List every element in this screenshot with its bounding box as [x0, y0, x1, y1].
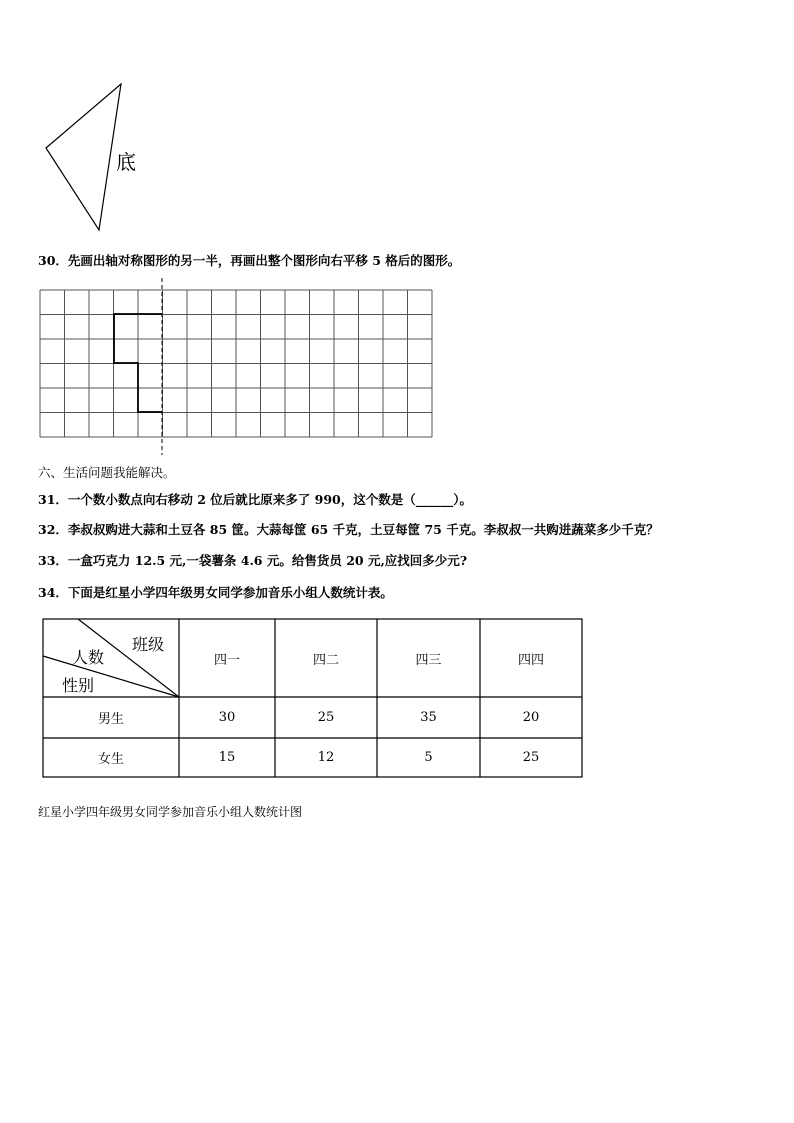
col-header: 四二 [312, 652, 339, 668]
table-cell: 25 [522, 750, 540, 765]
table-cell: 20 [522, 710, 540, 725]
table-cell: 15 [218, 750, 236, 765]
col-header: 四一 [213, 652, 240, 668]
triangle-figure [46, 84, 121, 230]
corner-class-label: 班级 [132, 635, 165, 654]
table-cell: 35 [420, 710, 437, 725]
question-33: 33．一盒巧克力 12.5 元,一袋薯条 4.6 元。给售货员 20 元,应找回多少元? [38, 553, 468, 568]
square-grid [40, 290, 432, 437]
row-label: 女生 [97, 752, 124, 767]
question-31: 31．一个数小数点向右移动 2 位后就比原来多了 990，这个数是（______）。 [38, 492, 472, 507]
chart-title: 红星小学四年级男女同学参加音乐小组人数统计图 [38, 805, 303, 819]
corner-gender-label: 性别 [62, 676, 95, 695]
table-cell: 25 [317, 710, 335, 725]
question-30: 30．先画出轴对称图形的另一半，再画出整个图形向右平移 5 格后的图形。 [38, 253, 461, 268]
section-6-heading: 六、生活问题我能解决。 [38, 465, 176, 480]
table-cell: 5 [424, 750, 433, 765]
row-label: 男生 [97, 712, 124, 727]
question-34: 34．下面是红星小学四年级男女同学参加音乐小组人数统计表。 [38, 585, 393, 600]
table-cell: 30 [218, 710, 236, 725]
col-header: 四三 [415, 652, 442, 668]
table-cell: 12 [317, 750, 335, 765]
corner-count-label: 人数 [72, 648, 105, 667]
question-32: 32．李叔叔购进大蒜和土豆各 85 筐。大蒜每筐 65 千克，土豆每筐 75 千克。李叔叔一共购进蔬菜多少千克？ [38, 522, 659, 537]
triangle-base-label: 底 [116, 150, 136, 174]
col-header: 四四 [517, 652, 544, 668]
